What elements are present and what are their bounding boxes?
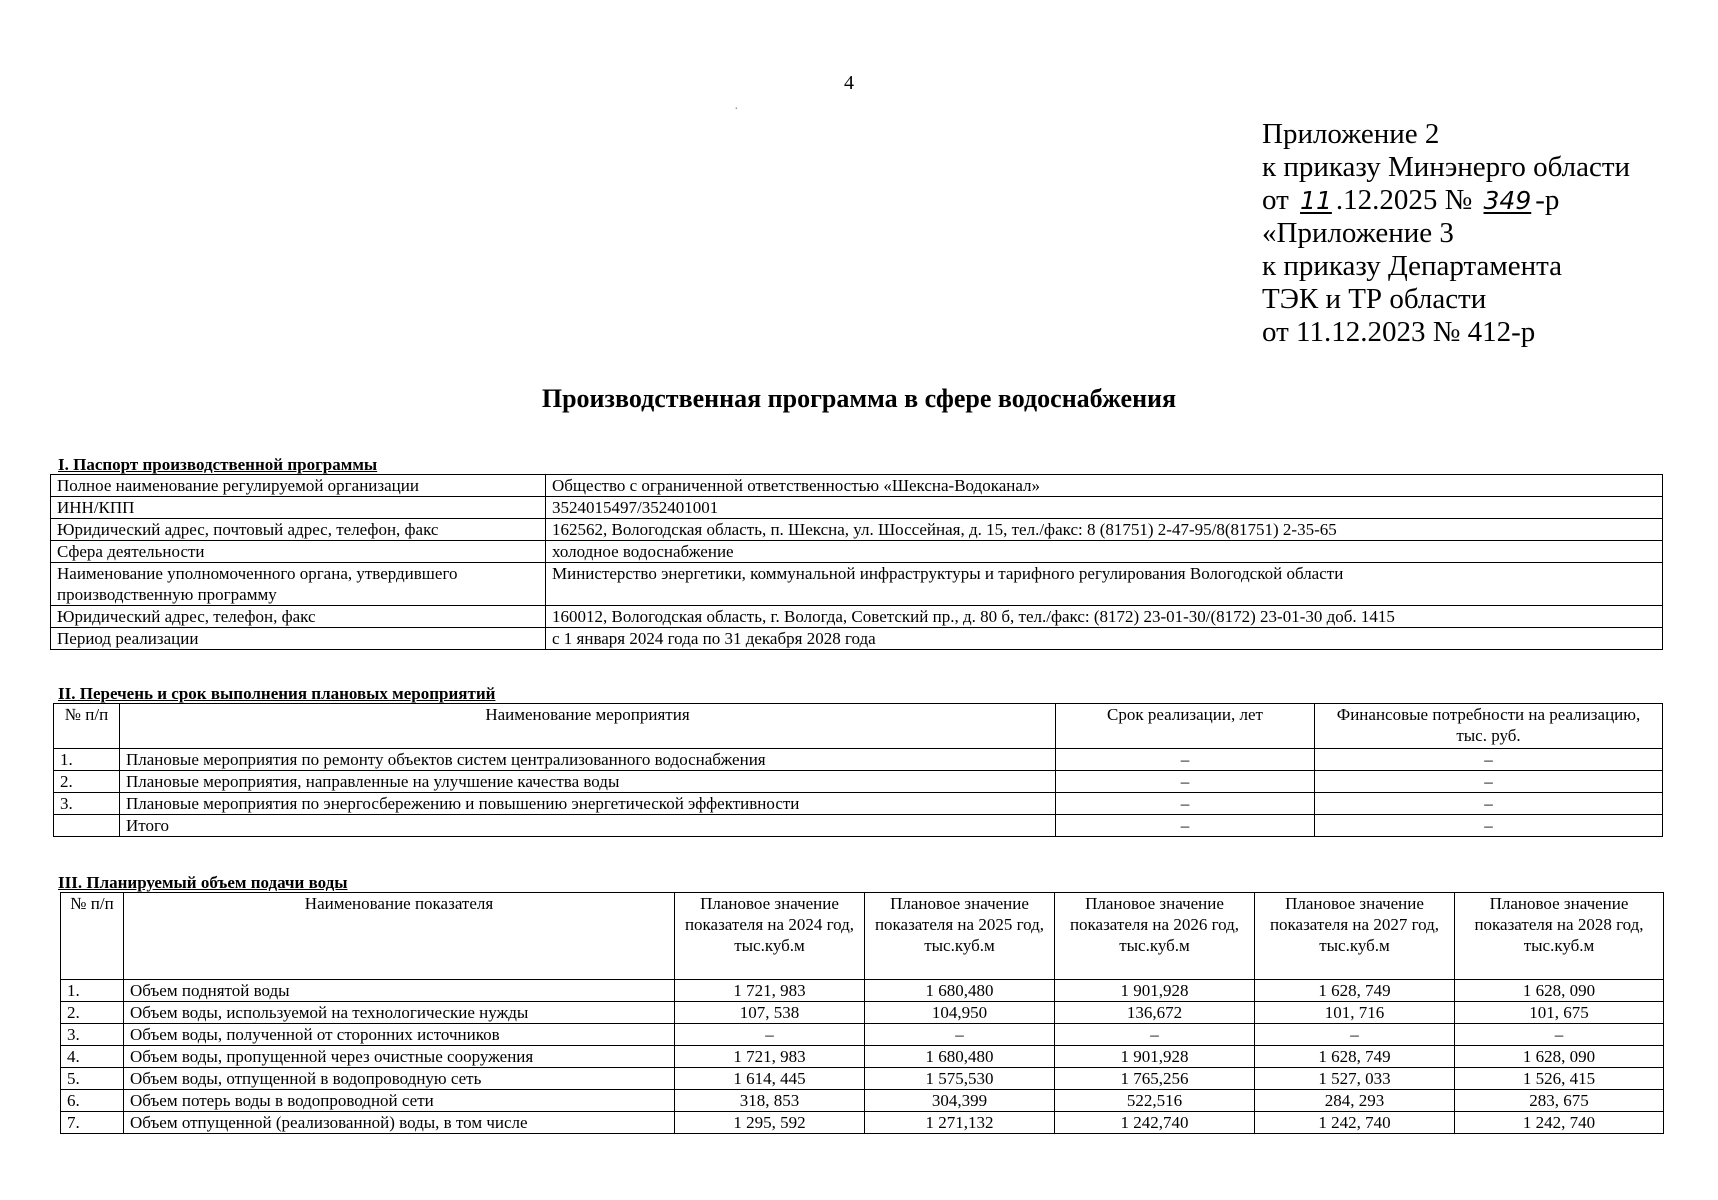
value-2026: 522,516 — [1055, 1090, 1255, 1112]
volume-row — [61, 1112, 1664, 1134]
value-2025: 1 680,480 — [865, 980, 1055, 1002]
value-2025: 104,950 — [865, 1002, 1055, 1024]
passport-value: Общество с ограниченной ответственностью «Шексна-Водоканал» — [546, 475, 1663, 497]
volume-row — [61, 1024, 1664, 1046]
value-2028: 1 628, 090 — [1455, 1046, 1664, 1068]
value-2027: – — [1255, 1024, 1455, 1046]
value-2028: 101, 675 — [1455, 1002, 1664, 1024]
appendix-line-3 — [1262, 184, 1630, 217]
value-2024: – — [675, 1024, 865, 1046]
appendix-line-2: к приказу Минэнерго области — [1262, 151, 1631, 183]
header-2025: Плановое значение показателя на 2025 год, тыс.куб.м — [865, 893, 1055, 980]
measures-table — [53, 703, 1663, 837]
water-volume-table — [60, 892, 1664, 1134]
page-title: Производственная программа в сфере водоснабжения — [541, 384, 1177, 413]
value-2027: 284, 293 — [1255, 1090, 1455, 1112]
header-indicator-name: Наименование показателя — [124, 893, 675, 980]
value-2027: 1 628, 749 — [1255, 980, 1455, 1002]
value-2025: 1 680,480 — [865, 1046, 1055, 1068]
row-num: 7. — [61, 1112, 124, 1134]
measure-finance: – — [1315, 815, 1663, 837]
indicator-name: Объем отпущенной (реализованной) воды, в том числе — [124, 1112, 675, 1134]
measure-num: 3. — [54, 793, 120, 815]
header-2026: Плановое значение показателя на 2026 год, тыс.куб.м — [1055, 893, 1255, 980]
passport-row — [51, 519, 1663, 541]
header-2028: Плановое значение показателя на 2028 год, тыс.куб.м — [1455, 893, 1664, 980]
page-number: 4 — [844, 72, 854, 94]
value-2025: 1 575,530 — [865, 1068, 1055, 1090]
value-2024: 1 295, 592 — [675, 1112, 865, 1134]
handwritten-number: 349 — [1483, 186, 1532, 215]
passport-value: холодное водоснабжение — [546, 541, 1663, 563]
passport-row — [51, 563, 1663, 606]
value-2024: 1 614, 445 — [675, 1068, 865, 1090]
value-2026: 1 901,928 — [1055, 1046, 1255, 1068]
value-2027: 101, 716 — [1255, 1002, 1455, 1024]
handwritten-day: 11 — [1300, 186, 1332, 215]
passport-value: 3524015497/352401001 — [546, 497, 1663, 519]
measures-total-row — [54, 815, 1663, 837]
volume-row — [61, 1090, 1664, 1112]
appendix-from: от — [1262, 184, 1289, 216]
passport-label: Юридический адрес, телефон, факс — [51, 606, 546, 628]
measure-num: 2. — [54, 771, 120, 793]
value-2024: 1 721, 983 — [675, 1046, 865, 1068]
passport-table — [50, 474, 1663, 650]
value-2028: 1 526, 415 — [1455, 1068, 1664, 1090]
value-2025: 304,399 — [865, 1090, 1055, 1112]
passport-value: Министерство энергетики, коммунальной инфраструктуры и тарифного регулирования Вологодской области — [546, 563, 1663, 606]
measure-finance: – — [1315, 793, 1663, 815]
row-num: 4. — [61, 1046, 124, 1068]
appendix-line-1: Приложение 2 — [1262, 118, 1440, 150]
value-2027: 1 628, 749 — [1255, 1046, 1455, 1068]
passport-label: Период реализации — [51, 628, 546, 650]
section1-heading: I. Паспорт производственной программы — [58, 455, 378, 474]
volume-header-row — [61, 893, 1664, 980]
value-2028: – — [1455, 1024, 1664, 1046]
scan-dot: · — [734, 102, 739, 117]
value-2028: 1 242, 740 — [1455, 1112, 1664, 1134]
measure-term: – — [1056, 749, 1315, 771]
header-term: Срок реализации, лет — [1056, 704, 1315, 749]
indicator-name: Объем воды, отпущенной в водопроводную сеть — [124, 1068, 675, 1090]
passport-label: ИНН/КПП — [51, 497, 546, 519]
value-2026: 1 242,740 — [1055, 1112, 1255, 1134]
appendix-line-6: ТЭК и ТР области — [1262, 283, 1487, 315]
measure-finance: – — [1315, 771, 1663, 793]
value-2024: 107, 538 — [675, 1002, 865, 1024]
row-num: 3. — [61, 1024, 124, 1046]
passport-value: с 1 января 2024 года по 31 декабря 2028 года — [546, 628, 1663, 650]
appendix-line-7: от 11.12.2023 № 412-р — [1262, 316, 1536, 348]
row-num: 6. — [61, 1090, 124, 1112]
measure-name: Плановые мероприятия, направленные на улучшение качества воды — [120, 771, 1056, 793]
row-num: 5. — [61, 1068, 124, 1090]
passport-row — [51, 497, 1663, 519]
header-measure-name: Наименование мероприятия — [120, 704, 1056, 749]
value-2025: 1 271,132 — [865, 1112, 1055, 1134]
measure-term: – — [1056, 793, 1315, 815]
row-num: 1. — [61, 980, 124, 1002]
measure-finance: – — [1315, 749, 1663, 771]
value-2028: 1 628, 090 — [1455, 980, 1664, 1002]
value-2026: – — [1055, 1024, 1255, 1046]
passport-row — [51, 606, 1663, 628]
section2-heading: II. Перечень и срок выполнения плановых мероприятий — [58, 684, 496, 703]
volume-row — [61, 1068, 1664, 1090]
header-2027: Плановое значение показателя на 2027 год, тыс.куб.м — [1255, 893, 1455, 980]
passport-value: 162562, Вологодская область, п. Шексна, ул. Шоссейная, д. 15, тел./факс: 8 (81751) 2-47-95/8(81751) 2-35-65 — [546, 519, 1663, 541]
value-2025: – — [865, 1024, 1055, 1046]
indicator-name: Объем воды, используемой на технологические нужды — [124, 1002, 675, 1024]
value-2028: 283, 675 — [1455, 1090, 1664, 1112]
appendix-block — [1262, 118, 1630, 349]
measure-name: Плановые мероприятия по ремонту объектов систем централизованного водоснабжения — [120, 749, 1056, 771]
row-num: 2. — [61, 1002, 124, 1024]
value-2026: 1 901,928 — [1055, 980, 1255, 1002]
measures-header-row — [54, 704, 1663, 749]
value-2026: 1 765,256 — [1055, 1068, 1255, 1090]
value-2024: 318, 853 — [675, 1090, 865, 1112]
measure-num: 1. — [54, 749, 120, 771]
measure-name: Плановые мероприятия по энергосбережению и повышению энергетической эффективности — [120, 793, 1056, 815]
measures-row — [54, 749, 1663, 771]
appendix-line-4: «Приложение 3 — [1262, 217, 1454, 249]
passport-label: Сфера деятельности — [51, 541, 546, 563]
passport-row — [51, 475, 1663, 497]
measure-num — [54, 815, 120, 837]
value-2027: 1 242, 740 — [1255, 1112, 1455, 1134]
value-2024: 1 721, 983 — [675, 980, 865, 1002]
indicator-name: Объем воды, полученной от сторонних источников — [124, 1024, 675, 1046]
indicator-name: Объем потерь воды в водопроводной сети — [124, 1090, 675, 1112]
header-num: № п/п — [54, 704, 120, 749]
header-2024: Плановое значение показателя на 2024 год, тыс.куб.м — [675, 893, 865, 980]
header-finance: Финансовые потребности на реализацию, тыс. руб. — [1315, 704, 1663, 749]
value-2027: 1 527, 033 — [1255, 1068, 1455, 1090]
measures-row — [54, 771, 1663, 793]
appendix-date: .12.2025 № — [1335, 184, 1473, 216]
volume-row — [61, 1046, 1664, 1068]
measures-row — [54, 793, 1663, 815]
measure-term: – — [1056, 815, 1315, 837]
passport-label: Наименование уполномоченного органа, утвердившего производственную программу — [51, 563, 546, 606]
appendix-line-5: к приказу Департамента — [1262, 250, 1563, 282]
indicator-name: Объем воды, пропущенной через очистные сооружения — [124, 1046, 675, 1068]
measure-term: – — [1056, 771, 1315, 793]
passport-label: Юридический адрес, почтовый адрес, телефон, факс — [51, 519, 546, 541]
measure-total-label: Итого — [120, 815, 1056, 837]
passport-value: 160012, Вологодская область, г. Вологда, Советский пр., д. 80 б, тел./факс: (8172) 23-01-30/(8172) 23-01-30 доб. 1415 — [546, 606, 1663, 628]
passport-row — [51, 628, 1663, 650]
passport-row — [51, 541, 1663, 563]
passport-label: Полное наименование регулируемой организации — [51, 475, 546, 497]
appendix-suffix: -р — [1535, 184, 1560, 216]
value-2026: 136,672 — [1055, 1002, 1255, 1024]
volume-row — [61, 980, 1664, 1002]
volume-row — [61, 1002, 1664, 1024]
indicator-name: Объем поднятой воды — [124, 980, 675, 1002]
header-num: № п/п — [61, 893, 124, 980]
section3-heading: III. Планируемый объем подачи воды — [58, 873, 348, 892]
